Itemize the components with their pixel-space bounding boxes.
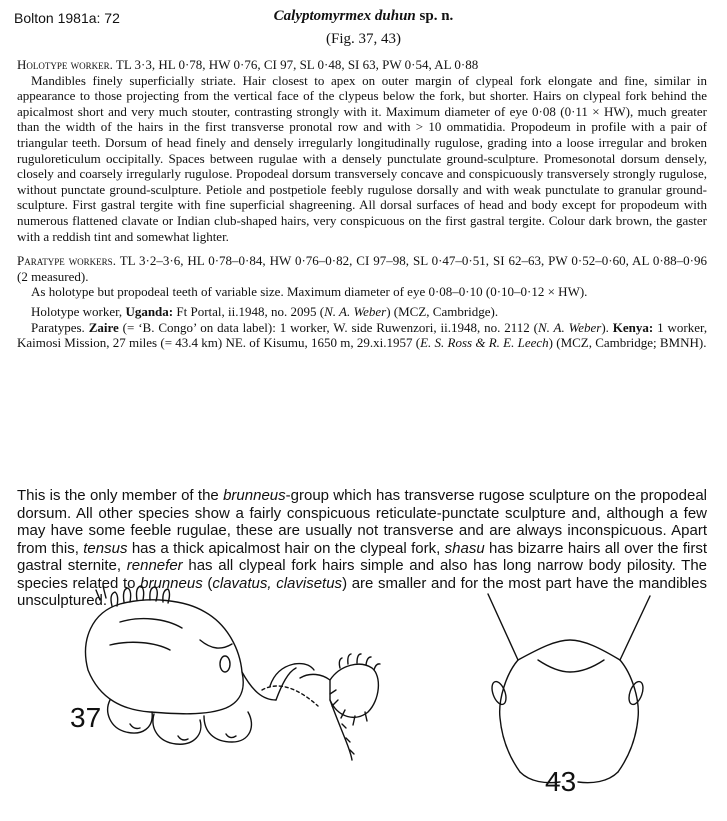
holotype-description: Mandibles finely superficially striate. Hair closest to apex on outer margin of clypeal fork elongate and fine, similar in appearance to those projecting from the vertical face of the clypeus below the fork, but shorter. Hairs on clypeal fork behind the apicalmost short and very much stouter, contrasting strongly with it. Maximum diameter of eye 0·08 (0·11 × HW), much greater than the width of the hairs in the first transverse pronotal row and with > 10 ommatidia. Propodeum in profile with a pair of triangular teeth. Dorsum of head finely and densely irregularly longitudinally rugulose, grading into a loose irregular and broken ruguloreticulum occipitally. Spaces between rugulae with a densely punctulate ground-sculpture. Promesonotal dorsum densely, closely and coarsely irregularly rugulose. Propodeal dorsum transversely concave and conspicuously transversely strongly rugulose, without punctate ground-sculpture. Petiole and postpetiole feebly rugulose dorsally and with weak punctulate to granular ground-sculpture. First gastral tergite with fine superficial shagreening. All dorsal surfaces of head and body except for propodeum with numerous flattened clavate or Indian club-shaped hairs, very conspicuous on the first gastral tergite. Colour dark brown, the gaster with a reddish tint and somewhat lighter.	[17, 72, 707, 244]
paratype-note: As holotype but propodeal teeth of variable size. Maximum diameter of eye 0·08–0·10 (0·10–0·12 × HW).	[31, 284, 588, 300]
paratype-measurements	[17, 253, 707, 284]
figure-37-label: 37	[70, 702, 102, 733]
description-body	[17, 57, 707, 351]
paratype-material: Paratypes. Zaire (= ‘B. Congo’ on data label): 1 worker, W. side Ruwenzori, ii.1948, no. 2112 (N. A. Weber). Kenya: 1 worker, Kaimosi Mission, 27 miles (= 43.4 km) NE. of Kisumu, 1650 m, 29.xi.1957 (E. S. Ross & R. E. Leech) (MCZ, Cambridge; BMNH).	[17, 319, 708, 351]
paratype-measures: TL 3·2–3·6, HL 0·78–0·84, HW 0·76–0·82, CI 97–98, SL 0·47–0·51, SI 62–63, PW 0·52–0·60, AL 0·88–0·96 (2 measured).	[17, 253, 708, 284]
paratype-label: Paratype workers.	[17, 253, 116, 269]
citation-reference: Bolton 1981a: 72	[14, 10, 120, 26]
holotype-label: Holotype worker.	[17, 57, 113, 72]
figure-reference: (Fig. 37, 43)	[326, 31, 401, 47]
figure-43-label: 43	[545, 766, 577, 797]
holotype-material: Holotype worker, Uganda: Ft Portal, ii.1948, no. 2095 (N. A. Weber) (MCZ, Cambridge).	[31, 303, 499, 319]
species-title	[0, 8, 727, 25]
holotype-measurements	[17, 57, 707, 73]
discussion-paragraph: This is the only member of the brunneus-group which has transverse rugose sculpture on the propodeal dorsum. All other species show a fairly conspicuous reticulate-punctate sculpture and, although a few may have some feeble rugulae, these are usually not transverse and are always inconspicuous. Apart from this, tensus has a thick apicalmost hair on the clypeal fork, shasu has bizarre hairs all over the first gastral sternite, rennefer has all clypeal fork hairs simple and also has long narrow body pilosity. The species related to brunneus (clavatus, clavisetus) are smaller and for the most part have the mandibles unsculptured.	[17, 487, 708, 609]
species-status: sp. n.	[419, 8, 454, 24]
species-name: Calyptomyrmex duhun	[273, 8, 416, 24]
holotype-measures: TL 3·3, HL 0·78, HW 0·76, CI 97, SL 0·48, SI 63, PW 0·54, AL 0·88	[115, 57, 479, 72]
